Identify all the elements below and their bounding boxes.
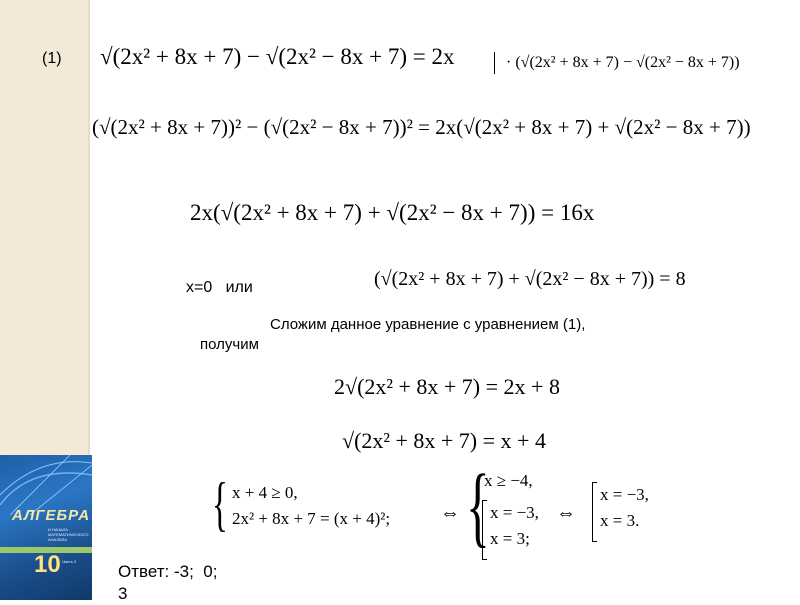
cover-graphic	[0, 455, 92, 515]
cover-title: АЛГЕБРА	[12, 507, 91, 524]
system-3	[600, 482, 649, 534]
equation-number: (1)	[42, 50, 62, 67]
note-text-continued: получим	[200, 336, 259, 353]
equivalence-arrow-2: ⇔	[556, 502, 576, 524]
system-2-brace: {	[466, 457, 490, 556]
system-1-row: x + 4 ≥ 0,	[232, 483, 298, 502]
system-2-row: x = −3,	[490, 503, 539, 522]
answer-text: Ответ: -3; 0; 3	[118, 562, 218, 603]
cover-subtitle: И НАЧАЛА МАТЕМАТИЧЕСКОГО АНАЛИЗА	[48, 527, 89, 542]
cover-grade: 10	[34, 551, 61, 578]
system-3-row: x = −3,	[600, 485, 649, 504]
system-2-options	[490, 500, 539, 552]
equation-5: 2√(2x² + 8x + 7) = 2x + 8	[334, 374, 560, 399]
system-3-bracket	[592, 482, 597, 542]
system-1	[232, 480, 390, 532]
note-text: Сложим данное уравнение с уравнением (1),	[270, 316, 586, 333]
system-2-row: x = 3;	[490, 529, 530, 548]
cover-part: Часть 2	[62, 559, 77, 564]
system-1-row: 2x² + 8x + 7 = (x + 4)²;	[232, 509, 391, 528]
equation-2: (√(2x² + 8x + 7))² − (√(2x² − 8x + 7))² = 2x(√(2x² + 8x + 7) + √(2x² − 8x + 7))	[92, 115, 751, 139]
textbook-cover-image	[0, 455, 92, 600]
equivalence-arrow: ⇔	[440, 502, 460, 524]
system-2-bracket	[482, 500, 487, 560]
equation-1-multiplier: · (√(2x² + 8x + 7) − √(2x² − 8x + 7))	[506, 54, 740, 71]
multiply-marker	[494, 52, 495, 74]
system-3-row: x = 3.	[600, 511, 640, 530]
case-zero-label: x=0 или	[186, 279, 253, 296]
equation-3: 2x(√(2x² + 8x + 7) + √(2x² − 8x + 7)) = 16x	[190, 200, 595, 225]
system-1-brace: {	[212, 471, 228, 537]
equation-4: (√(2x² + 8x + 7) + √(2x² − 8x + 7)) = 8	[374, 268, 686, 290]
equation-6: √(2x² + 8x + 7) = x + 4	[342, 428, 546, 453]
system-2-row-1: x ≥ −4,	[484, 471, 533, 490]
equation-1: √(2x² + 8x + 7) − √(2x² − 8x + 7) = 2x	[100, 44, 455, 69]
